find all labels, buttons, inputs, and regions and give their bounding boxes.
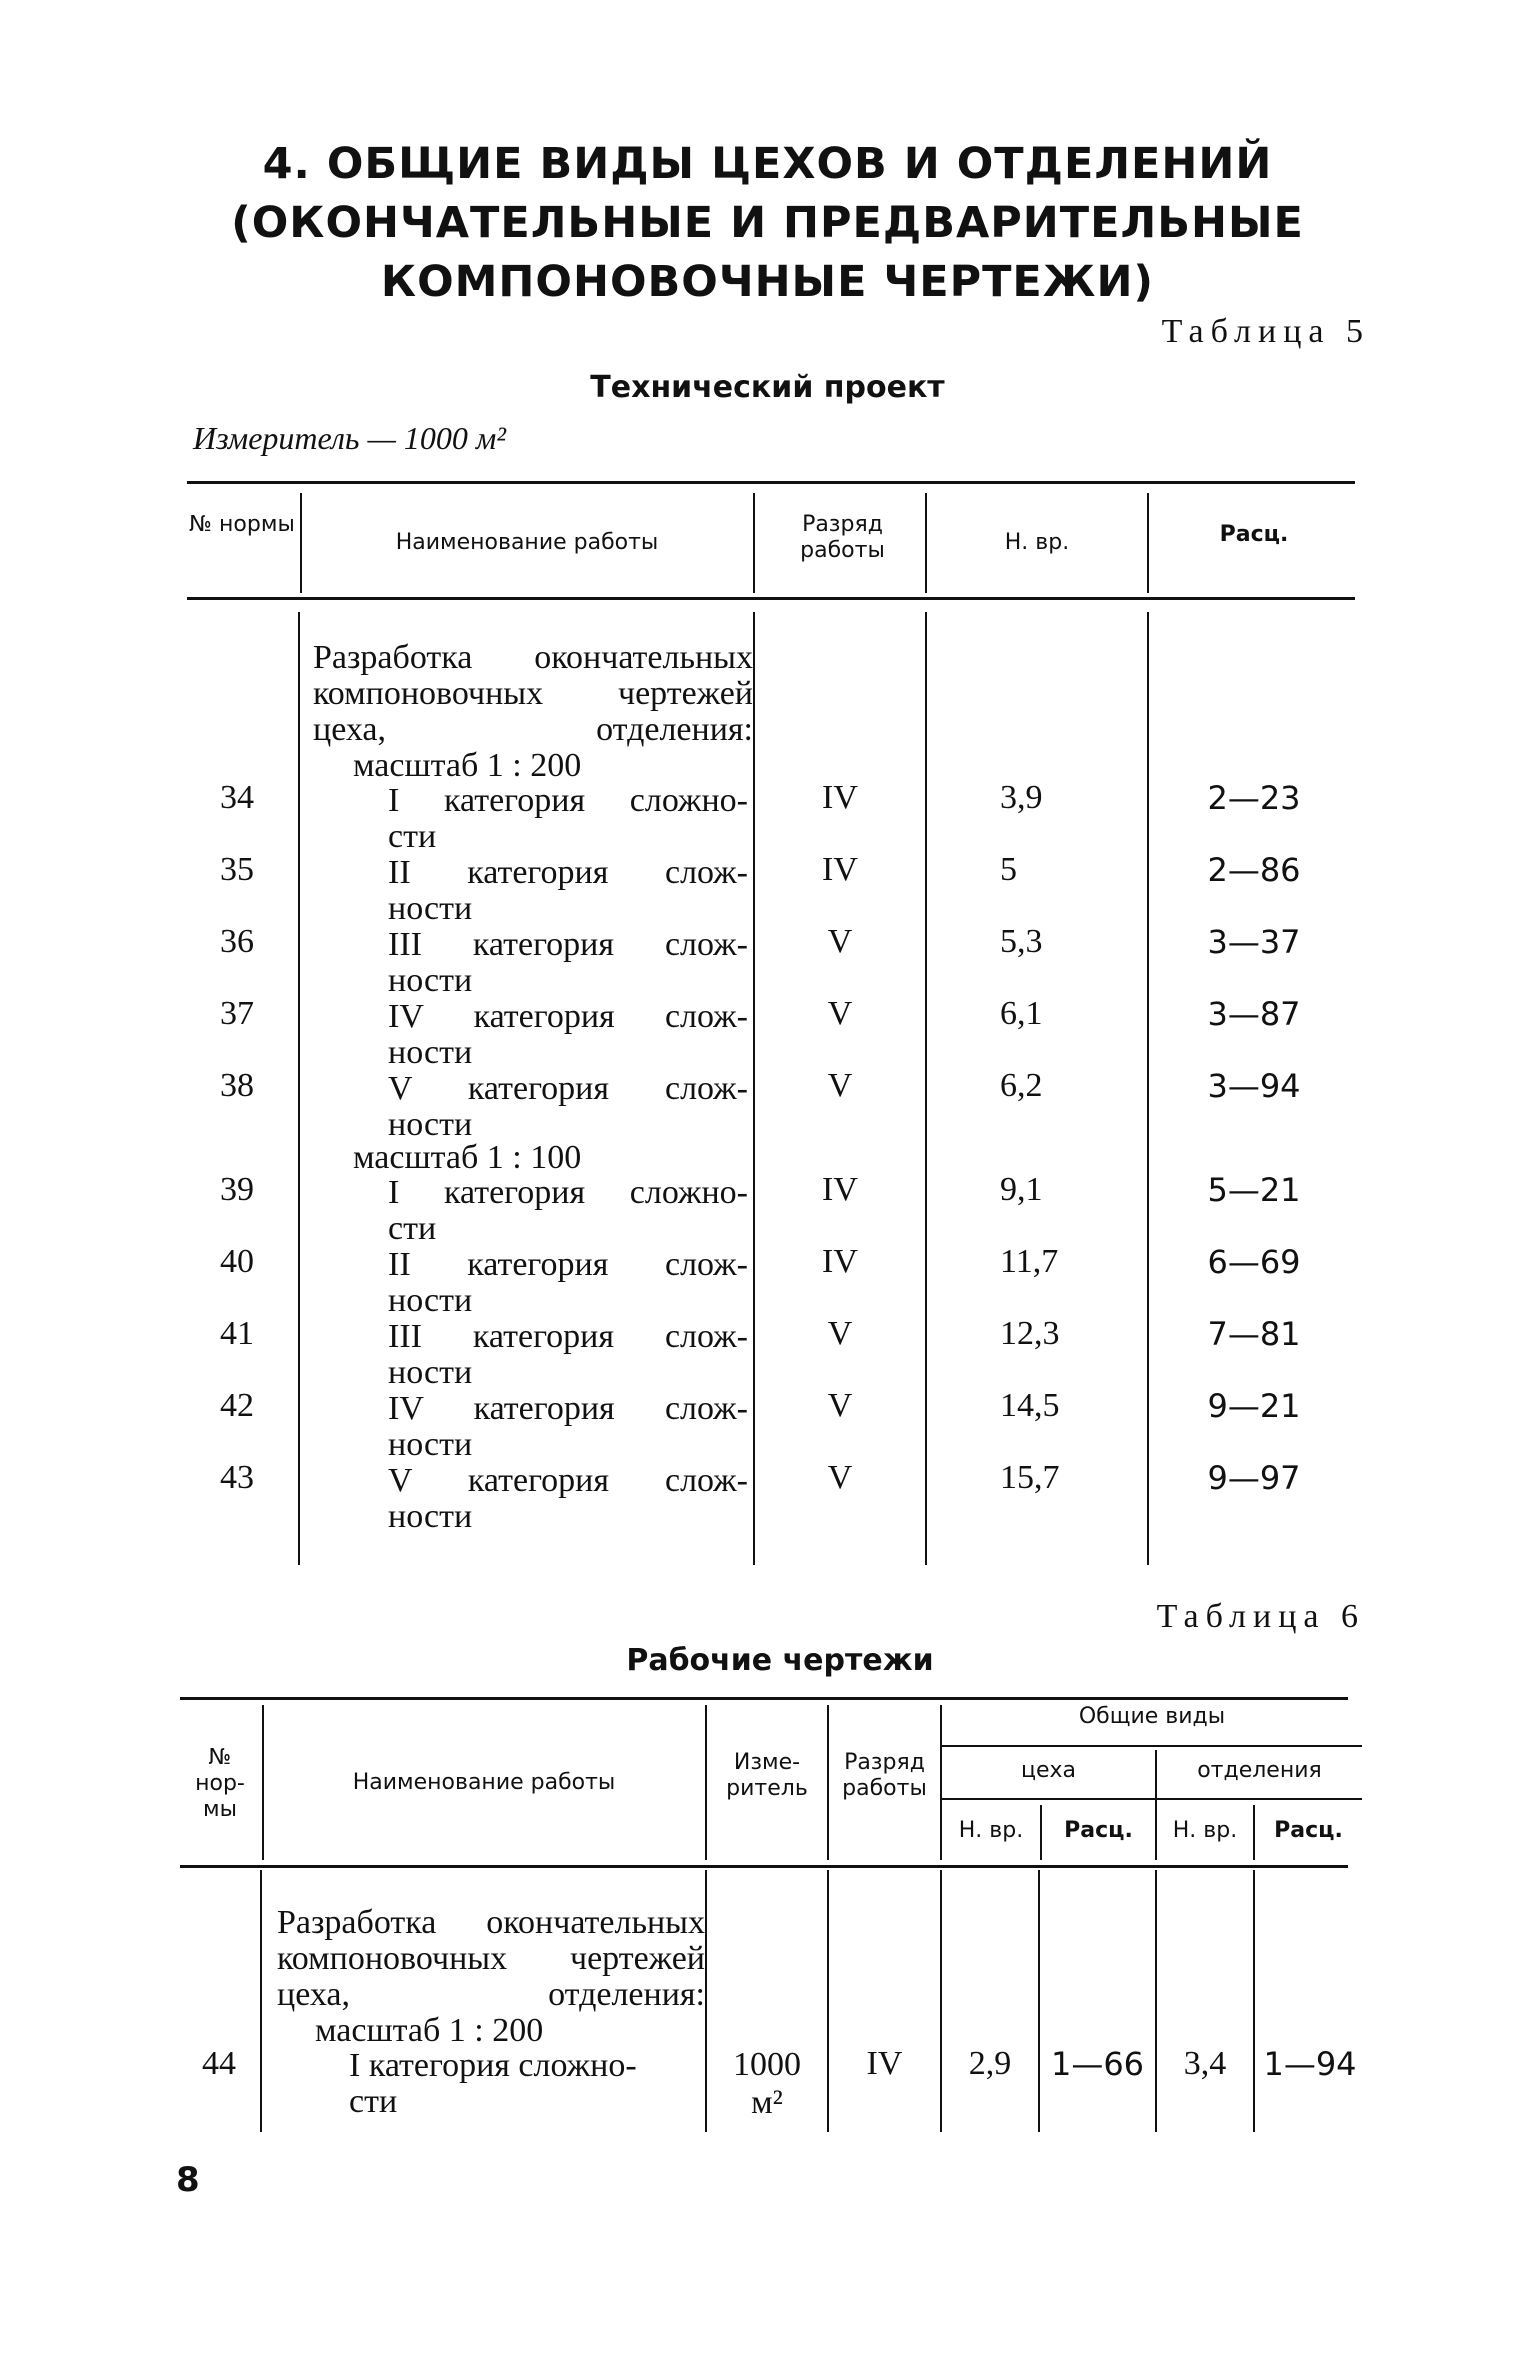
section-title-line-2: (ОКОНЧАТЕЛЬНЫЕ И ПРЕДВАРИТЕЛЬНЫЕ bbox=[231, 198, 1304, 248]
table6-row-shop-rate: 1—66 bbox=[1050, 2045, 1145, 2083]
table5-row-rate: 2—86 bbox=[1207, 851, 1301, 889]
table5-row-desc-l2: ности bbox=[388, 1498, 473, 1535]
page-number: 8 bbox=[176, 2160, 200, 2200]
table5-caption: Технический проект bbox=[590, 370, 945, 405]
table5-row-desc-l2: ности bbox=[388, 1106, 473, 1143]
table5-row-time: 14,5 bbox=[1000, 1387, 1060, 1424]
table5-row-rate: 9—21 bbox=[1207, 1387, 1301, 1425]
table6-header-shop-rate: Расц. bbox=[1064, 1818, 1133, 1843]
table5-row-desc-l1: II категория слож- bbox=[388, 854, 748, 891]
table5-row-time: 6,1 bbox=[1000, 995, 1043, 1032]
table6-header-general: Общие виды bbox=[1078, 1704, 1226, 1729]
table6-general-rule bbox=[942, 1745, 1362, 1747]
table6-row-grade: IV bbox=[866, 2045, 903, 2082]
table6-row-desc-l1: I категория сложно- bbox=[349, 2047, 637, 2084]
table5-row-time: 15,7 bbox=[1000, 1459, 1060, 1496]
table5-row-time: 9,1 bbox=[1000, 1171, 1043, 1208]
table6-header-dept-rate: Расц. bbox=[1274, 1818, 1343, 1843]
table5-row-no: 37 bbox=[220, 995, 254, 1032]
table5-row-desc-l1: I категория сложно- bbox=[388, 782, 748, 819]
table6-header-grade-l1: Разряд bbox=[844, 1750, 925, 1775]
table5-row-no: 34 bbox=[220, 779, 254, 816]
table5-row-desc-l2: ности bbox=[388, 1354, 473, 1391]
table6-column-sep bbox=[1038, 1870, 1040, 2132]
table5-row-grade: IV bbox=[822, 851, 858, 888]
table6-header-rule bbox=[180, 1865, 1348, 1868]
table6-header-grade bbox=[829, 1750, 940, 1802]
table6-column-sep bbox=[1155, 1870, 1157, 2132]
table5-row-grade: V bbox=[827, 1387, 853, 1424]
table6-header-measure-l1: Изме- bbox=[733, 1750, 801, 1775]
table5-row-desc-l1: IV категория слож- bbox=[388, 1390, 748, 1427]
table6-row-measure bbox=[707, 2046, 827, 2122]
table5-header-time: Н. вр. bbox=[1004, 530, 1070, 555]
table6-scale: масштаб 1 : 200 bbox=[315, 2012, 544, 2049]
table6-header-measure bbox=[707, 1750, 827, 1802]
section-title-line-1: 4. ОБЩИЕ ВИДЫ ЦЕХОВ И ОТДЕЛЕНИЙ bbox=[262, 139, 1273, 189]
table5-row-no: 35 bbox=[220, 851, 254, 888]
table5-header-grade: Разряд работы bbox=[800, 512, 885, 563]
table5-row-desc-l2: ности bbox=[388, 890, 473, 927]
table5-row-time: 3,9 bbox=[1000, 779, 1043, 816]
table5-row-no: 39 bbox=[220, 1171, 254, 1208]
table5-row-grade: V bbox=[827, 1459, 853, 1496]
table5-column-sep bbox=[298, 612, 300, 1565]
table5-row-grade: V bbox=[827, 1067, 853, 1104]
table5-row-rate: 7—81 bbox=[1207, 1315, 1301, 1353]
table5-row-desc-l2: ности bbox=[388, 1426, 473, 1463]
table6-row-desc bbox=[277, 2048, 705, 2120]
table5-row-rate: 3—37 bbox=[1207, 923, 1301, 961]
table6-sub-rule bbox=[942, 1798, 1362, 1800]
table5-row-no: 41 bbox=[220, 1315, 254, 1352]
table6-header-shop: цеха bbox=[1020, 1758, 1076, 1783]
table5-row-no: 42 bbox=[220, 1387, 254, 1424]
table5-row-rate: 3—94 bbox=[1207, 1067, 1301, 1105]
section-title bbox=[0, 135, 1535, 312]
table6-header-shop-time: Н. вр. bbox=[958, 1818, 1024, 1843]
table5-scale-1: масштаб 1 : 200 bbox=[353, 747, 582, 784]
table5-row-no: 36 bbox=[220, 923, 254, 960]
table5-header-norm: № нормы bbox=[189, 512, 295, 537]
table5-measure: Измеритель — 1000 м² bbox=[193, 420, 506, 456]
table5-row-no: 43 bbox=[220, 1459, 254, 1496]
table6-header-dept: отделения bbox=[1197, 1758, 1322, 1783]
table5-label: Таблица 5 bbox=[1161, 313, 1370, 350]
table5-row-time: 5,3 bbox=[1000, 923, 1043, 960]
table6-header-norm-l2: нор- bbox=[195, 1771, 245, 1796]
table5-row-grade: V bbox=[827, 923, 853, 960]
table6-top-rule bbox=[180, 1697, 1348, 1700]
table5-row-no: 38 bbox=[220, 1067, 254, 1104]
table5-header-rate: Расц. bbox=[1219, 522, 1289, 547]
section-title-line-3: КОМПОНОВОЧНЫЕ ЧЕРТЕЖИ) bbox=[380, 257, 1155, 307]
table5-row-desc-l1: II категория слож- bbox=[388, 1246, 748, 1283]
table5-row-no: 40 bbox=[220, 1243, 254, 1280]
table5-row-desc-l1: IV категория слож- bbox=[388, 998, 748, 1035]
table6-header-norm-l1: № bbox=[208, 1745, 232, 1770]
table5-row-desc-l1: III категория слож- bbox=[388, 926, 748, 963]
table5-row-desc-l2: сти bbox=[388, 1210, 437, 1247]
table6-header-grade-l2: работы bbox=[842, 1776, 927, 1801]
table5-row-desc-l1: I категория сложно- bbox=[388, 1174, 748, 1211]
table5-row-grade: IV bbox=[822, 1171, 858, 1208]
table6-column-sep bbox=[260, 1870, 262, 2132]
table5-row-rate: 5—21 bbox=[1207, 1171, 1301, 1209]
table5-row-desc-l1: V категория слож- bbox=[388, 1070, 748, 1107]
table6-row-measure-l2: м² bbox=[751, 2084, 783, 2121]
table5-top-rule bbox=[187, 481, 1355, 484]
table5-row-time: 6,2 bbox=[1000, 1067, 1043, 1104]
table5-row-desc-l1: III категория слож- bbox=[388, 1318, 748, 1355]
table5-header-sep bbox=[753, 493, 755, 593]
table6-caption: Рабочие чертежи bbox=[626, 1643, 934, 1678]
table5-row-desc-l2: ности bbox=[388, 1282, 473, 1319]
table5-intro: Разработка окончательных компоновочных чертежей цеха, отделения: bbox=[313, 639, 753, 748]
table6-header-name: Наименование работы bbox=[352, 1770, 616, 1795]
table5-row-grade: IV bbox=[822, 1243, 858, 1280]
table6-row-desc-l2: сти bbox=[349, 2083, 398, 2120]
table6-header-measure-l2: ритель bbox=[726, 1776, 808, 1801]
table6-row-no: 44 bbox=[202, 2045, 236, 2082]
table5-row-desc-l2: сти bbox=[388, 818, 437, 855]
table6-row-measure-l1: 1000 bbox=[733, 2046, 801, 2083]
table5-column-sep bbox=[925, 612, 927, 1565]
table5-scale-2: масштаб 1 : 100 bbox=[353, 1139, 582, 1176]
table5-row-desc-l1: V категория слож- bbox=[388, 1462, 748, 1499]
table6-column-sep bbox=[940, 1870, 942, 2132]
table6-row-shop-time: 2,9 bbox=[968, 2045, 1012, 2082]
table6-header-norm bbox=[178, 1745, 262, 1823]
table6-header-dept-time: Н. вр. bbox=[1172, 1818, 1238, 1843]
table5-row-rate: 6—69 bbox=[1207, 1243, 1301, 1281]
table5-row-rate: 9—97 bbox=[1207, 1459, 1301, 1497]
table5-row-desc-l2: ности bbox=[388, 1034, 473, 1071]
table6-column-sep bbox=[827, 1870, 829, 2132]
table5-row-time: 11,7 bbox=[1000, 1243, 1059, 1280]
table5-row-grade: IV bbox=[822, 779, 858, 816]
table6-intro: Разработка окончательных компоновочных чертежей цеха, отделения: bbox=[277, 1904, 705, 2013]
table5-row-rate: 3—87 bbox=[1207, 995, 1301, 1033]
table6-column-sep bbox=[1253, 1870, 1255, 2132]
table5-header-rule bbox=[187, 597, 1355, 600]
table5-row-desc-l2: ности bbox=[388, 962, 473, 999]
table5-row-grade: V bbox=[827, 995, 853, 1032]
table5-header-name: Наименование работы bbox=[395, 530, 659, 555]
table6-row-dept-rate: 1—94 bbox=[1263, 2045, 1357, 2083]
table6-label: Таблица 6 bbox=[1156, 1598, 1365, 1635]
table5-row-grade: V bbox=[827, 1315, 853, 1352]
table6-row-dept-time: 3,4 bbox=[1183, 2045, 1227, 2082]
table5-row-time: 12,3 bbox=[1000, 1315, 1060, 1352]
table6-header-norm-l3: мы bbox=[203, 1797, 237, 1822]
table5-row-rate: 2—23 bbox=[1207, 779, 1301, 817]
table5-row-time: 5 bbox=[1000, 851, 1017, 888]
